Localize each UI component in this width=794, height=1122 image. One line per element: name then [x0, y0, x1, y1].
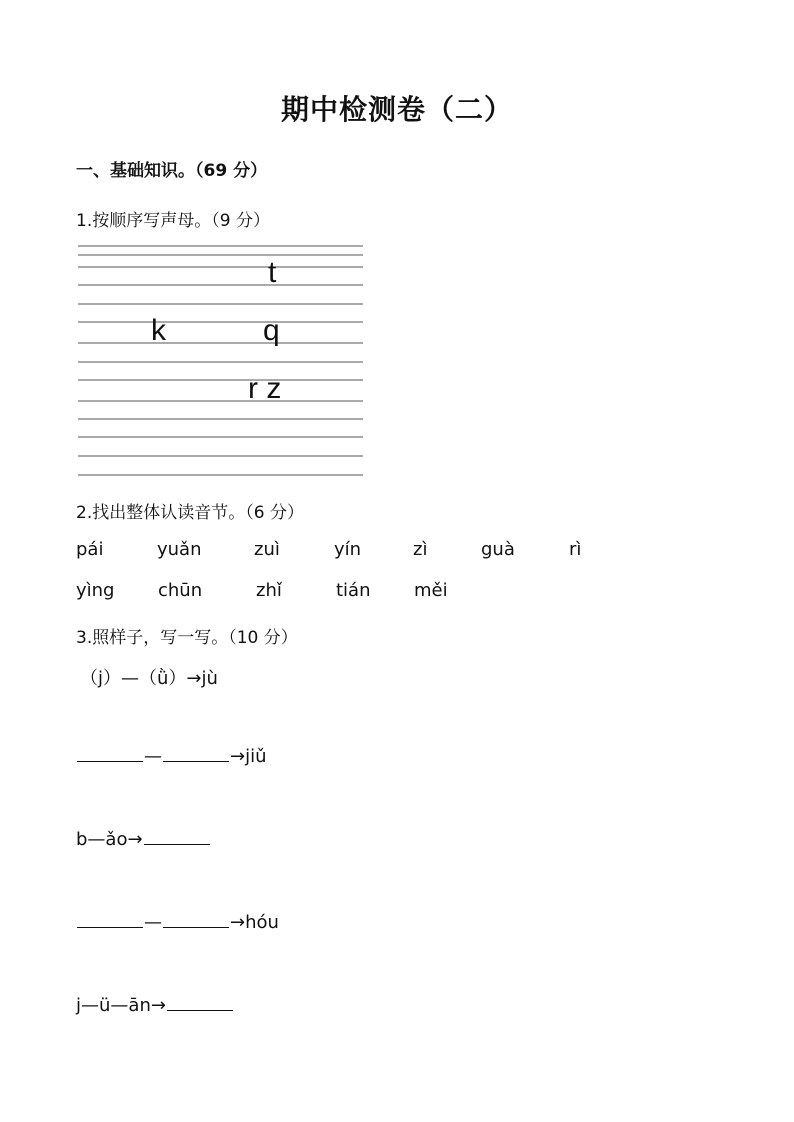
answer-row-4 — [76, 995, 234, 1016]
example-row: （j）—（ǜ）→jù — [80, 668, 218, 689]
answer-row-3 — [76, 912, 279, 933]
spelling-parts: j—ü—ān→ — [76, 995, 166, 1016]
answer-blank[interactable] — [163, 926, 229, 928]
spelling-parts: b—ǎo→ — [76, 829, 143, 850]
dash: — — [144, 746, 162, 767]
syllable: zì — [413, 539, 428, 560]
answer-row-1 — [76, 746, 267, 767]
answer-blank[interactable] — [77, 926, 143, 928]
syllable: yuǎn — [157, 539, 202, 560]
answer-blank[interactable] — [167, 1009, 233, 1011]
letter-q: q — [263, 314, 280, 347]
letters-r-z: r z — [248, 372, 282, 405]
question-3-label: 3.照样子，写一写。（10 分） — [76, 628, 298, 648]
letter-k: k — [151, 314, 166, 347]
answer-blank[interactable] — [144, 843, 210, 845]
syllable: chūn — [158, 580, 203, 601]
syllable: měi — [414, 580, 448, 601]
syllable: rì — [569, 539, 582, 560]
answer-row-2 — [76, 829, 211, 850]
syllable: guà — [481, 539, 515, 560]
answer-blank[interactable] — [77, 760, 143, 762]
question-2-label: 2.找出整体认读音节。（6 分） — [76, 503, 304, 523]
section-heading-basic: 一、基础知识。（69 分） — [76, 161, 268, 181]
letter-t: t — [268, 256, 277, 289]
answer-blank[interactable] — [163, 760, 229, 762]
syllable: zuì — [254, 539, 280, 560]
syllable: pái — [76, 539, 104, 560]
result-syllable: →jiǔ — [230, 746, 267, 767]
syllable: yìng — [76, 580, 115, 601]
syllable: tián — [336, 580, 371, 601]
question-1-label: 1.按顺序写声母。（9 分） — [76, 211, 270, 231]
syllable: zhǐ — [256, 580, 282, 601]
four-line-grid — [78, 238, 363, 483]
grid-lines — [78, 238, 363, 483]
dash: — — [144, 912, 162, 933]
result-syllable: →hóu — [230, 912, 279, 933]
syllable: yín — [334, 539, 362, 560]
page-title: 期中检测卷（二） — [280, 93, 513, 126]
